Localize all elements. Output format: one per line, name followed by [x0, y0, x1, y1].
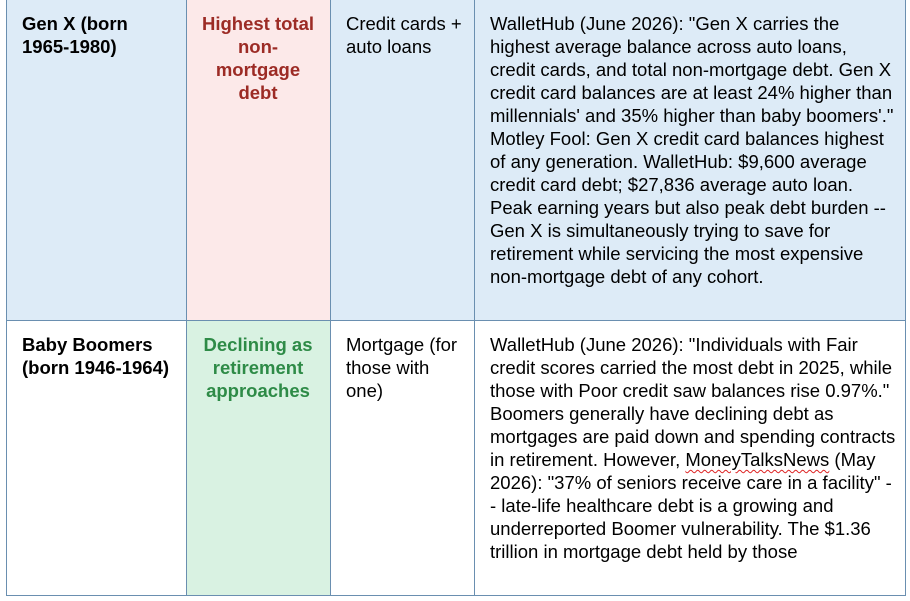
- row2-evidence-cell: [474, 321, 906, 596]
- row2-status-text: Declining as retirement approaches: [203, 334, 313, 401]
- grid-line-col3: [474, 0, 475, 596]
- row1-status-cell: [186, 0, 330, 321]
- grid-line-left: [6, 0, 7, 596]
- grid-line-right: [905, 0, 906, 596]
- row1-evidence-cell: [474, 0, 906, 321]
- row2-status-cell: [186, 321, 330, 596]
- row2-generation-text: Baby Boomers (born 1946-1964): [22, 334, 170, 378]
- grid-line-bottom: [6, 595, 906, 596]
- row1-evidence-text: WalletHub (June 2026): "Gen X carries the highest average balance across auto loans, credit cards, and total non-mortgage debt. Gen X credit card balances are at least 24% higher than millennials' and 35% higher than baby boomers'." Motley Fool: Gen X credit card balances highest of any generation. WalletHub: $9,600 average credit card debt; $27,836 average auto loan. Peak earning years but also peak debt burden -- Gen X is simultaneously trying to save for retirement while servicing the most expensive non-mortgage debt of any cohort.: [490, 13, 894, 287]
- row1-generation-cell: [6, 0, 186, 321]
- grid-line-row-divider: [6, 320, 906, 321]
- row1-debt-type-text: Credit cards + auto loans: [346, 13, 462, 57]
- row2-debt-type-text: Mortgage (for those with one): [346, 334, 458, 401]
- data-table: [6, 0, 906, 596]
- grid-line-col1: [186, 0, 187, 596]
- grid-line-col2: [330, 0, 331, 596]
- row2-generation-cell: [6, 321, 186, 596]
- row1-generation-text: Gen X (born 1965-1980): [22, 13, 128, 57]
- row2-debt-type-cell: [330, 321, 474, 596]
- row1-debt-type-cell: [330, 0, 474, 321]
- row2-evidence-text-part1: WalletHub (June 2026): "Individuals with Fair credit scores carried the most debt in 2025, while those with Poor credit saw balances rise 0.97%." Boomers generally have declining debt as mortgages are paid down and spending contracts in retirement. However,: [490, 334, 896, 470]
- spellcheck-flagged-word[interactable]: MoneyTalksNews: [685, 449, 830, 470]
- row1-status-text: Highest total non-mortgage debt: [201, 13, 315, 103]
- row2-evidence-text-part3: (May 2026): "37% of seniors receive care in a facility" -- late-life healthcare debt is a growing and underreported Boomer vulnerability. The $1.36 trillion in mortgage debt held by those: [490, 449, 892, 562]
